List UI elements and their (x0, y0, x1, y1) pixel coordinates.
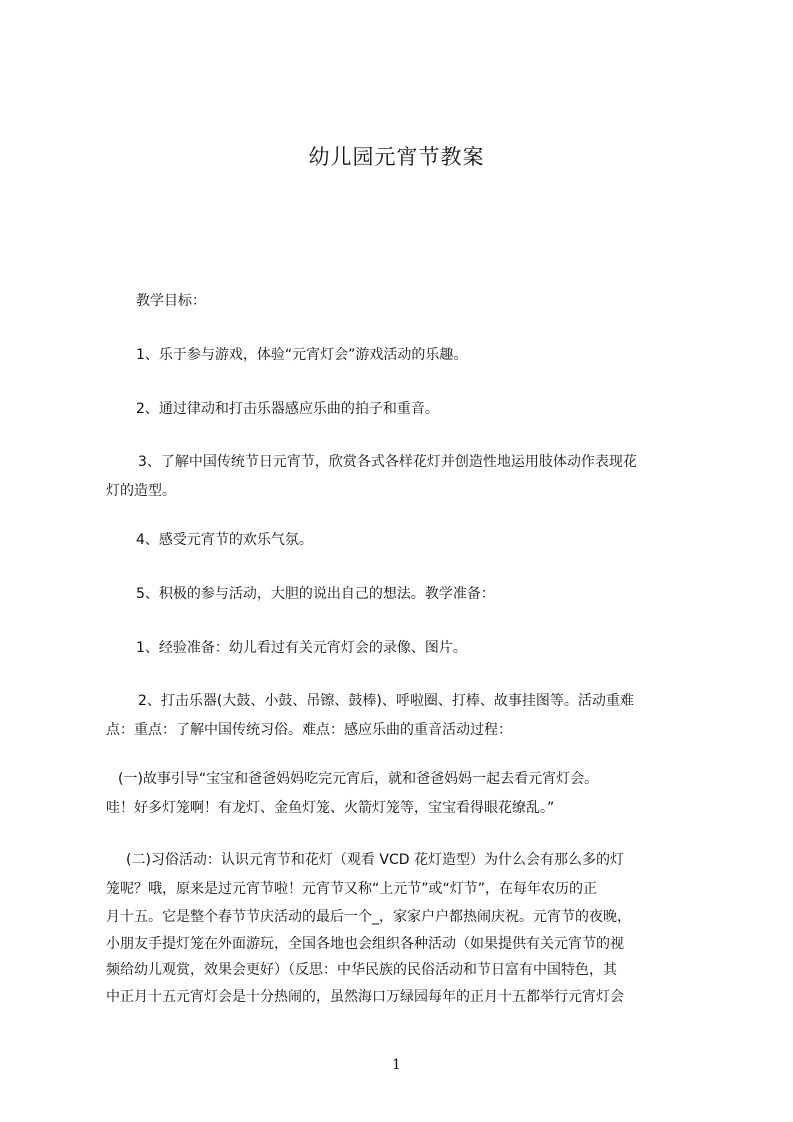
paragraph-line: (一)故事引导“宝宝和爸爸妈妈吃完元宵后，就和爸爸妈妈一起去看元宵灯会。 (118, 771, 599, 787)
paragraph-line: 1、乐于参与游戏，体验“元宵灯会”游戏活动的乐趣。 (136, 347, 468, 363)
paragraph-line: 小朋友手提灯笼在外面游玩，全国各地也会组织各种活动（如果提供有关元宵节的视 (106, 936, 624, 952)
paragraph-line: 2、通过律动和打击乐器感应乐曲的拍子和重音。 (136, 401, 439, 417)
paragraph-line: 月十五。它是整个春节节庆活动的最后一个_，家家户户都热闹庆祝。元宵节的夜晚， (106, 909, 631, 925)
paragraph-line: 点：重点：了解中国传统习俗。难点：感应乐曲的重音活动过程： (106, 722, 512, 738)
document-title: 幼儿园元宵节教案 (308, 145, 485, 169)
paragraph-line: 5、积极的参与活动，大胆的说出自己的想法。教学准备： (136, 586, 495, 602)
paragraph-line: 3、了解中国传统节日元宵节，欣赏各式各样花灯并创造性地运用肢体动作表现花 (138, 454, 637, 470)
paragraph-line: 2、打击乐器(大鼓、小鼓、吊镲、鼓棒)、呼啦圈、打棒、故事挂图等。活动重难 (138, 693, 634, 709)
paragraph-line: 灯的造型。 (106, 483, 176, 499)
page-number: 1 (392, 1057, 401, 1073)
paragraph-line: 4、感受元宵节的欢乐气氛。 (136, 532, 313, 548)
paragraph-line: 教学目标： (136, 293, 206, 309)
paragraph-line: 哇！好多灯笼啊！有龙灯、金鱼灯笼、火箭灯笼等，宝宝看得眼花缭乱。” (106, 800, 555, 816)
paragraph-line: 频给幼儿观赏，效果会更好）（反思：中华民族的民俗活动和节日富有中国特色，其 (106, 962, 617, 978)
paragraph-line: 笼呢？哦，原来是过元宵节啦！元宵节又称“上元节”或“灯节”，在每年农历的正 (106, 881, 598, 897)
paragraph-line: 1、经验准备：幼儿看过有关元宵灯会的录像、图片。 (136, 640, 467, 656)
paragraph-line: 中正月十五元宵灯会是十分热闹的，虽然海口万绿园每年的正月十五都举行元宵灯会 (106, 989, 624, 1005)
paragraph-line: (二)习俗活动：认识元宵节和花灯（观看 VCD 花灯造型）为什么会有那么多的灯 (126, 852, 624, 868)
